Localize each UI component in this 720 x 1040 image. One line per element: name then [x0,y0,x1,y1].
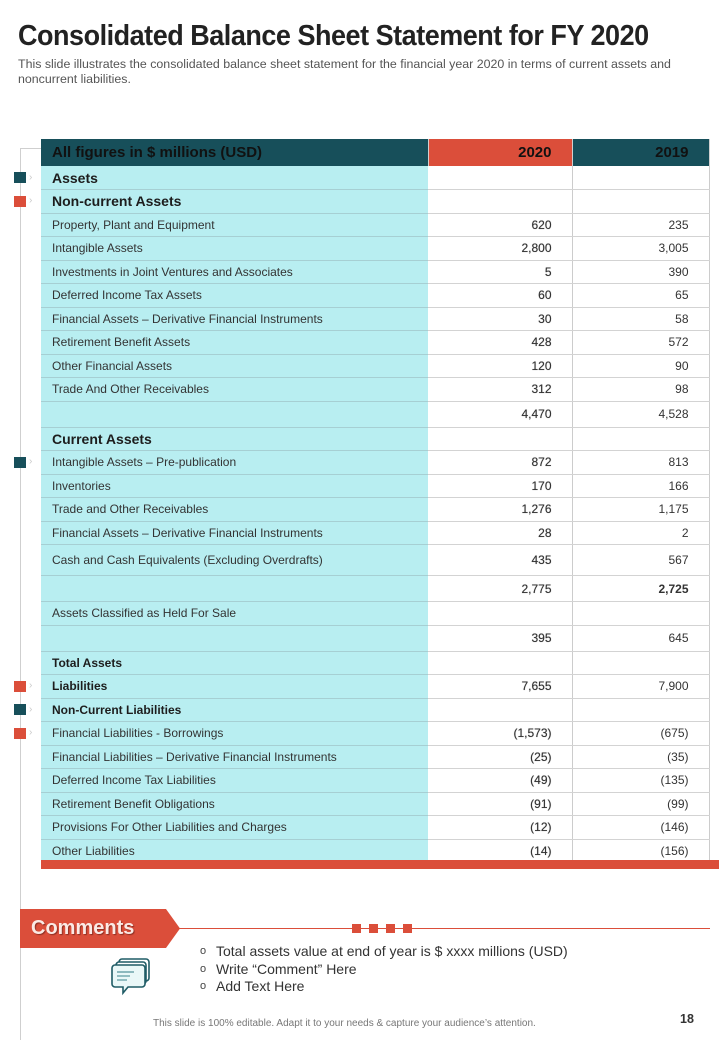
comment-item [200,978,568,996]
row-label [41,401,428,427]
value-2020: (25) [428,745,572,769]
value-2019: (675) [572,722,709,746]
table-row [41,816,709,840]
table-row [41,190,709,214]
row-label: Assets [41,166,428,190]
chevron-right-icon: › [29,195,33,207]
table-row [41,260,709,284]
value-2019: 235 [572,213,709,237]
value-2019 [572,166,709,190]
value-2020 [428,166,572,190]
row-label: Property, Plant and Equipment [41,213,428,237]
row-label: Non-current Assets [41,190,428,214]
comments-title: Comments [31,917,135,939]
row-label: Assets Classified as Held For Sale [41,602,428,626]
table-row [41,331,709,355]
value-2020 [428,602,572,626]
value-2019: (35) [572,745,709,769]
value-2020: 312 [428,378,572,402]
table-row [41,675,709,699]
chat-bubbles-icon [110,957,152,1002]
side-marker-square-icon [14,704,26,715]
row-label: Other Liabilities [41,839,428,863]
balance-sheet-table [41,139,710,863]
table-row [41,237,709,261]
value-2020: 872 [428,451,572,475]
table-row [41,451,709,475]
chevron-right-icon: › [29,456,33,468]
row-label: Total Assets [41,651,428,675]
comment-text: Add Text Here [216,978,305,994]
side-marker-square-icon [14,172,26,183]
table-header-row [41,139,709,166]
value-2020: 395 [428,625,572,651]
row-label: Retirement Benefit Assets [41,331,428,355]
side-marker-square-icon [14,681,26,692]
value-2019: (146) [572,816,709,840]
value-2019: 390 [572,260,709,284]
value-2019 [572,698,709,722]
value-2019 [572,602,709,626]
comment-text: Write “Comment” Here [216,960,357,977]
value-2020: (1,573) [428,722,572,746]
value-2020: 7,655 [428,675,572,699]
value-2020 [428,190,572,214]
table-row [41,769,709,793]
comments-divider-line [178,928,710,929]
value-2019: 166 [572,474,709,498]
row-label: Financial Liabilities – Derivative Financial Instruments [41,745,428,769]
table-row [41,166,709,190]
divider-dot [352,924,361,933]
row-label: Trade And Other Receivables [41,378,428,402]
comments-banner [20,909,180,948]
row-label: Other Financial Assets [41,354,428,378]
table-row [41,651,709,675]
table-body [41,166,709,863]
side-marker-square-icon [14,196,26,207]
table-row [41,284,709,308]
value-2020: 120 [428,354,572,378]
row-label: Trade and Other Receivables [41,498,428,522]
value-2019: (99) [572,792,709,816]
value-2020: (91) [428,792,572,816]
divider-dot [403,924,412,933]
bullet-circle-icon: o [200,980,207,992]
value-2020: (12) [428,816,572,840]
value-2019: 567 [572,545,709,576]
row-label: Intangible Assets – Pre-publication [41,451,428,475]
table-row [41,307,709,331]
table-row [41,576,709,602]
value-2019: 2,725 [572,576,709,602]
value-2020 [428,698,572,722]
chevron-right-icon: › [29,171,33,183]
footer-note: This slide is 100% editable. Adapt it to your needs & capture your audience’s attention. [153,1018,536,1029]
value-2019: 4,528 [572,401,709,427]
table-bottom-accent-bar [41,860,719,869]
value-2019: 645 [572,625,709,651]
value-2020: 4,470 [428,401,572,427]
divider-dot [369,924,378,933]
header-2019-column: 2019 [572,139,709,166]
value-2020: (49) [428,769,572,793]
table-row [41,625,709,651]
row-label: Retirement Benefit Obligations [41,792,428,816]
side-marker-square-icon [14,457,26,468]
row-label: Deferred Income Tax Liabilities [41,769,428,793]
row-label: Investments in Joint Ventures and Associates [41,260,428,284]
table-row [41,722,709,746]
value-2020 [428,427,572,451]
table-row [41,698,709,722]
row-label: Deferred Income Tax Assets [41,284,428,308]
row-label [41,576,428,602]
value-2019: 813 [572,451,709,475]
table-row [41,521,709,545]
bullet-circle-icon: o [200,945,207,957]
table-row [41,602,709,626]
value-2020: 28 [428,521,572,545]
row-label: Financial Liabilities - Borrowings [41,722,428,746]
row-label: Intangible Assets [41,237,428,261]
value-2020: 428 [428,331,572,355]
value-2020: 2,775 [428,576,572,602]
comments-list [200,943,568,996]
header-2020-column: 2020 [428,139,572,166]
value-2019: 2 [572,521,709,545]
chevron-right-icon: › [29,703,33,715]
bullet-circle-icon: o [200,962,207,975]
side-marker-square-icon [14,728,26,739]
value-2020: 1,276 [428,498,572,522]
table-row [41,745,709,769]
table-row [41,401,709,427]
slide-subtitle: This slide illustrates the consolidated balance sheet statement for the financial year 2020 in terms of current assets and noncurrent liabilities. [18,57,671,86]
slide-title: Consolidated Balance Sheet Statement for FY 2020 [18,20,649,52]
table-row [41,792,709,816]
value-2020: 435 [428,545,572,576]
page-number: 18 [680,1012,694,1026]
table-row [41,427,709,451]
comment-item [200,943,568,961]
row-label: Non-Current Liabilities [41,698,428,722]
chevron-right-icon: › [29,727,33,739]
row-label: Cash and Cash Equivalents (Excluding Overdrafts) [41,545,428,576]
comment-text: Total assets value at end of year is $ xxxx millions (USD) [216,943,568,959]
header-label-column: All figures in $ millions (USD) [41,139,428,166]
row-label: Liabilities [41,675,428,699]
table-row [41,378,709,402]
row-label [41,625,428,651]
table-row [41,213,709,237]
comment-item [200,961,568,979]
value-2020: 60 [428,284,572,308]
value-2019: 90 [572,354,709,378]
row-label: Inventories [41,474,428,498]
value-2019: 65 [572,284,709,308]
value-2020: 620 [428,213,572,237]
table-row [41,354,709,378]
table-row [41,545,709,576]
value-2020: 30 [428,307,572,331]
value-2020: 2,800 [428,237,572,261]
row-label: Current Assets [41,427,428,451]
value-2019: 572 [572,331,709,355]
value-2019: 3,005 [572,237,709,261]
divider-dot [386,924,395,933]
value-2019: 1,175 [572,498,709,522]
row-label: Financial Assets – Derivative Financial Instruments [41,307,428,331]
left-rail-connector [20,148,42,149]
row-label: Provisions For Other Liabilities and Charges [41,816,428,840]
table-row [41,498,709,522]
value-2019: (135) [572,769,709,793]
divider-dots [352,924,412,933]
chevron-right-icon: › [29,680,33,692]
value-2019: 58 [572,307,709,331]
table-row [41,474,709,498]
left-rail-line [20,148,21,1040]
value-2020 [428,651,572,675]
value-2020: 5 [428,260,572,284]
table-row [41,839,709,863]
value-2019: 98 [572,378,709,402]
row-label: Financial Assets – Derivative Financial Instruments [41,521,428,545]
value-2019 [572,190,709,214]
value-2019: 7,900 [572,675,709,699]
value-2019: (156) [572,839,709,863]
value-2019 [572,427,709,451]
value-2019 [572,651,709,675]
value-2020: (14) [428,839,572,863]
value-2020: 170 [428,474,572,498]
